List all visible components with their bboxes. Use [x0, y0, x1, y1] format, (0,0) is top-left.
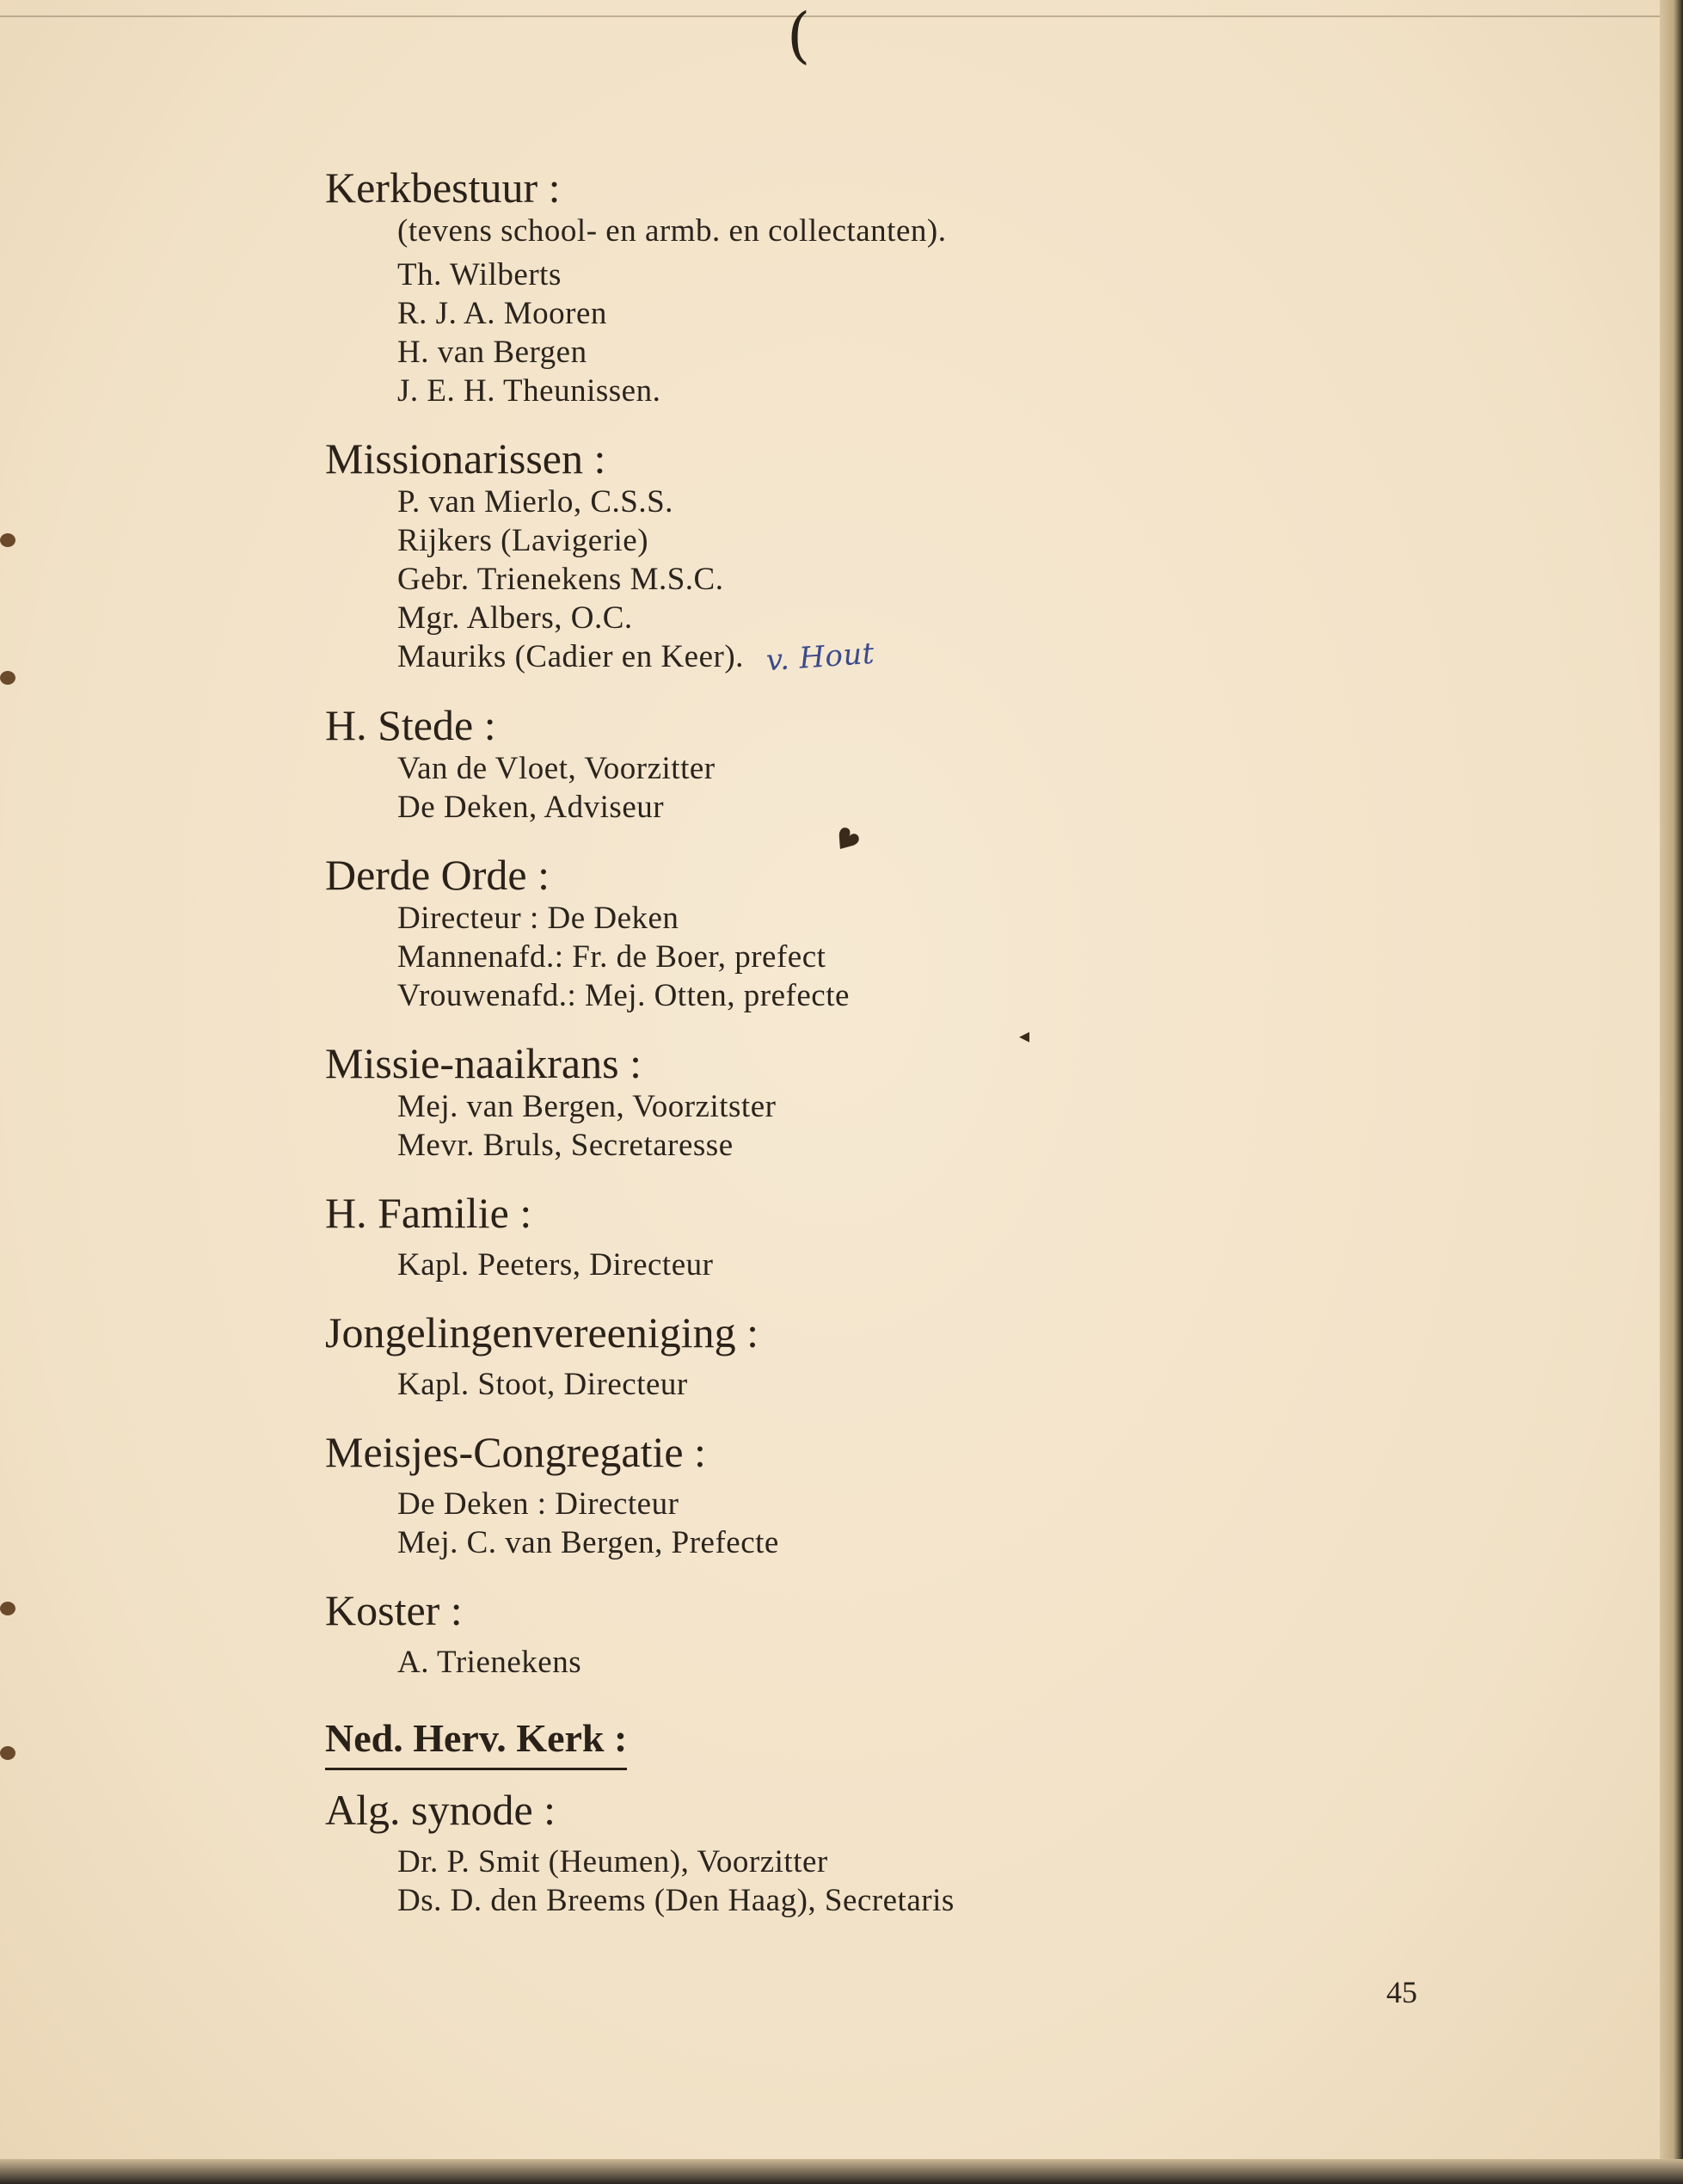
section-heading: Missie-naaikrans : [325, 1039, 642, 1087]
section-heading: Alg. synode : [325, 1786, 556, 1834]
page-edge [1660, 0, 1683, 2184]
section-heading: Missionarissen : [325, 434, 606, 483]
list-item: Mej. C. van Bergen, Prefecte [397, 1525, 779, 1560]
list-item: Dr. P. Smit (Heumen), Voorzitter [397, 1844, 828, 1879]
list-item: Kapl. Peeters, Directeur [397, 1247, 714, 1283]
page-bottom-edge [0, 2159, 1683, 2184]
list-item: A. Trienekens [397, 1645, 582, 1680]
section-items [397, 1843, 1443, 1920]
list-item: Gebr. Trienekens M.S.C. [397, 562, 724, 597]
list-item: Van de Vloet, Voorzitter [397, 751, 716, 786]
list-item: (tevens school- en armb. en collectanten). [397, 213, 947, 249]
list-item: De Deken : Directeur [397, 1486, 679, 1522]
section-kerkbestuur [325, 163, 1443, 410]
binding-hole [0, 1746, 15, 1760]
list-item: P. van Mierlo, C.S.S. [397, 484, 673, 520]
ink-speck: ◂ [1019, 1024, 1030, 1048]
list-item: Kapl. Stoot, Directeur [397, 1367, 688, 1402]
section-jongelingenvereeniging [325, 1308, 1443, 1404]
section-items [397, 899, 1443, 1015]
list-item: Vrouwenafd.: Mej. Otten, prefecte [397, 978, 850, 1013]
list-item: R. J. A. Mooren [397, 296, 607, 331]
ink-blot: ♥ [825, 819, 867, 864]
binding-hole [0, 1602, 15, 1615]
section-heading: Kerkbestuur : [325, 163, 561, 212]
section-meisjes-congregatie [325, 1428, 1443, 1562]
list-item: De Deken, Adviseur [397, 790, 665, 825]
list-item: Mej. van Bergen, Voorzitster [397, 1089, 777, 1124]
page-number: 45 [1386, 1975, 1417, 2009]
binding-hole [0, 671, 15, 685]
section-h-familie [325, 1189, 1443, 1284]
list-item [397, 637, 1443, 677]
section-items [397, 483, 1443, 677]
top-rule [0, 15, 1660, 17]
section-items [397, 1246, 1443, 1284]
section-ned-herv-kerk [325, 1714, 1443, 1770]
pen-mark: ( [787, 0, 811, 71]
section-heading: H. Familie : [325, 1189, 532, 1237]
section-heading: Derde Orde : [325, 851, 550, 899]
section-missionarissen [325, 434, 1443, 677]
list-item: J. E. H. Theunissen. [397, 373, 661, 409]
list-item: Directeur : De Deken [397, 901, 679, 936]
list-item: Th. Wilberts [397, 257, 562, 292]
section-heading: Meisjes-Congregatie : [325, 1428, 706, 1476]
binding-hole [0, 533, 15, 547]
list-item: Mgr. Albers, O.C. [397, 600, 633, 636]
list-item: Mannenafd.: Fr. de Boer, prefect [397, 939, 826, 975]
section-koster [325, 1586, 1443, 1682]
section-derde-orde [325, 851, 1443, 1015]
church-heading: Ned. Herv. Kerk : [325, 1714, 627, 1770]
list-item: H. van Bergen [397, 335, 587, 370]
list-item: Ds. D. den Breems (Den Haag), Secretaris [397, 1883, 955, 1918]
section-missie-naaikrans [325, 1039, 1443, 1165]
section-items [397, 1365, 1443, 1404]
section-h-stede [325, 701, 1443, 827]
content-column [325, 163, 1443, 1944]
section-heading: H. Stede : [325, 701, 496, 749]
list-item: Rijkers (Lavigerie) [397, 523, 649, 558]
section-items [397, 1485, 1443, 1562]
list-item-text: Mauriks (Cadier en Keer). [397, 639, 744, 674]
section-heading: Jongelingenvereeniging : [325, 1308, 759, 1357]
section-items [397, 1643, 1443, 1682]
section-items [397, 1087, 1443, 1165]
section-items [397, 212, 1443, 410]
section-alg-synode [325, 1786, 1443, 1920]
section-items [397, 749, 1443, 827]
list-item: Mevr. Bruls, Secretaresse [397, 1128, 734, 1163]
section-heading: Koster : [325, 1586, 463, 1634]
handwritten-annotation: v. Hout [765, 636, 876, 679]
